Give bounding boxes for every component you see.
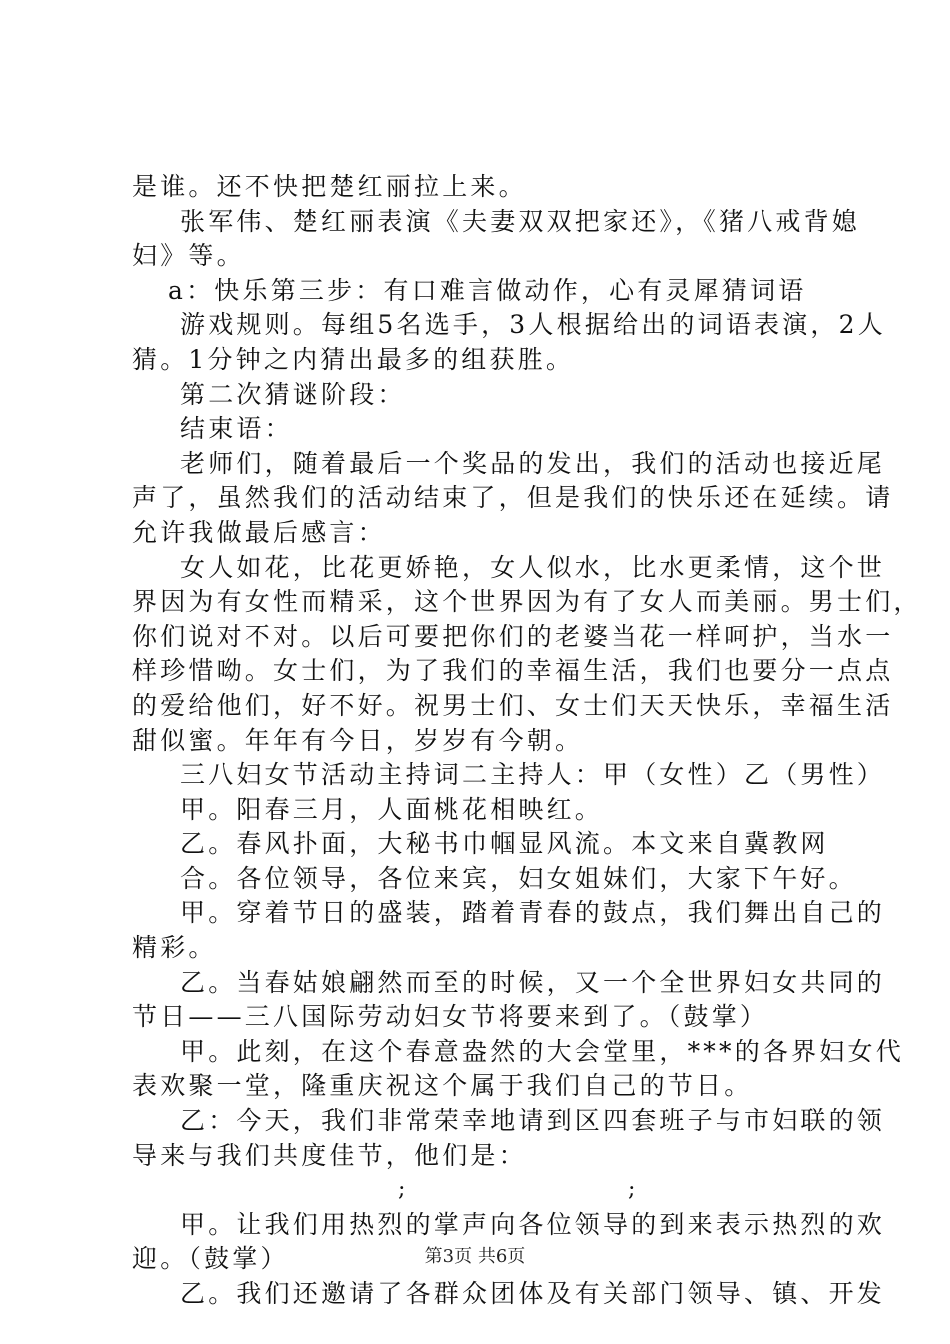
text-line: 的爱给他们，好不好。祝男士们、女士们天天快乐，幸福生活 <box>132 690 894 720</box>
text-line: 甲。让我们用热烈的掌声向各位领导的到来表示热烈的欢 <box>180 1209 886 1239</box>
text-line: 乙。春风扑面，大秘书巾帼显风流。本文来自冀教网 <box>180 829 829 859</box>
text-line: 女人如花，比花更娇艳，女人似水，比水更柔情，这个世 <box>180 552 886 582</box>
text-line: 第二次猜谜阶段： <box>180 379 406 409</box>
text-line: 界因为有女性而精采，这个世界因为有了女人而美丽。男士们， <box>132 587 922 617</box>
text-line: 乙：今天，我们非常荣幸地请到区四套班子与市妇联的领 <box>180 1106 886 1136</box>
text-line: 结束语： <box>180 414 293 444</box>
text-line: 合。各位领导，各位来宾，妇女姐妹们，大家下午好。 <box>180 863 857 893</box>
text-line: 是谁。还不快把楚红丽拉上来。 <box>132 172 527 201</box>
text-line: 声了，虽然我们的活动结束了，但是我们的快乐还在延续。请 <box>132 483 894 513</box>
text-line: 允许我做最后感言： <box>132 517 386 547</box>
text-line: 样珍惜呦。女士们，为了我们的幸福生活，我们也要分一点点 <box>132 656 894 686</box>
text-line: 甜似蜜。年年有今日，岁岁有今朝。 <box>132 725 584 755</box>
semicolon-mark: ; <box>398 1177 406 1203</box>
text-line: 猜。1分钟之内猜出最多的组获胜。 <box>132 344 575 374</box>
text-line: 导来与我们共度佳节，他们是： <box>132 1140 527 1170</box>
text-line: 乙。我们还邀请了各群众团体及有关部门领导、镇、开发 <box>180 1279 886 1308</box>
text-line: 三八妇女节活动主持词二主持人：甲（女性）乙（男性） <box>180 760 886 790</box>
text-line: a：快乐第三步：有口难言做动作，心有灵犀猜词语 <box>168 275 807 305</box>
text-line: 甲。阳春三月，人面桃花相映红。 <box>180 794 604 824</box>
page-footer: 第3页 共6页 <box>424 1246 526 1267</box>
text-line: 迎。（鼓掌） <box>132 1244 289 1274</box>
text-line: 妇》等。 <box>132 241 245 271</box>
text-line: 乙。当春姑娘翩然而至的时候，又一个全世界妇女共同的 <box>180 967 886 997</box>
document-body <box>132 170 922 1312</box>
text-line: 老师们，随着最后一个奖品的发出，我们的活动也接近尾 <box>180 448 886 478</box>
text-line: 节日——三八国际劳动妇女节将要来到了。（鼓掌） <box>132 1002 769 1032</box>
blank-name-row <box>132 1173 832 1208</box>
text-line: 游戏规则。每组5名选手，3人根据给出的词语表演，2人 <box>180 310 886 340</box>
text-line: 甲。此刻，在这个春意盎然的大会堂里，***的各界妇女代 <box>180 1036 904 1066</box>
text-line: 甲。穿着节日的盛装，踏着青春的鼓点，我们舞出自己的 <box>180 898 886 928</box>
text-line: 你们说对不对。以后可要把你们的老婆当花一样呵护，当水一 <box>132 621 894 651</box>
text-line: 张军伟、楚红丽表演《夫妻双双把家还》，《猪八戒背媳 <box>180 206 861 236</box>
text-line: 表欢聚一堂，隆重庆祝这个属于我们自己的节日。 <box>132 1071 753 1101</box>
semicolon-mark: ; <box>628 1177 636 1203</box>
text-line: 精彩。 <box>132 933 217 963</box>
